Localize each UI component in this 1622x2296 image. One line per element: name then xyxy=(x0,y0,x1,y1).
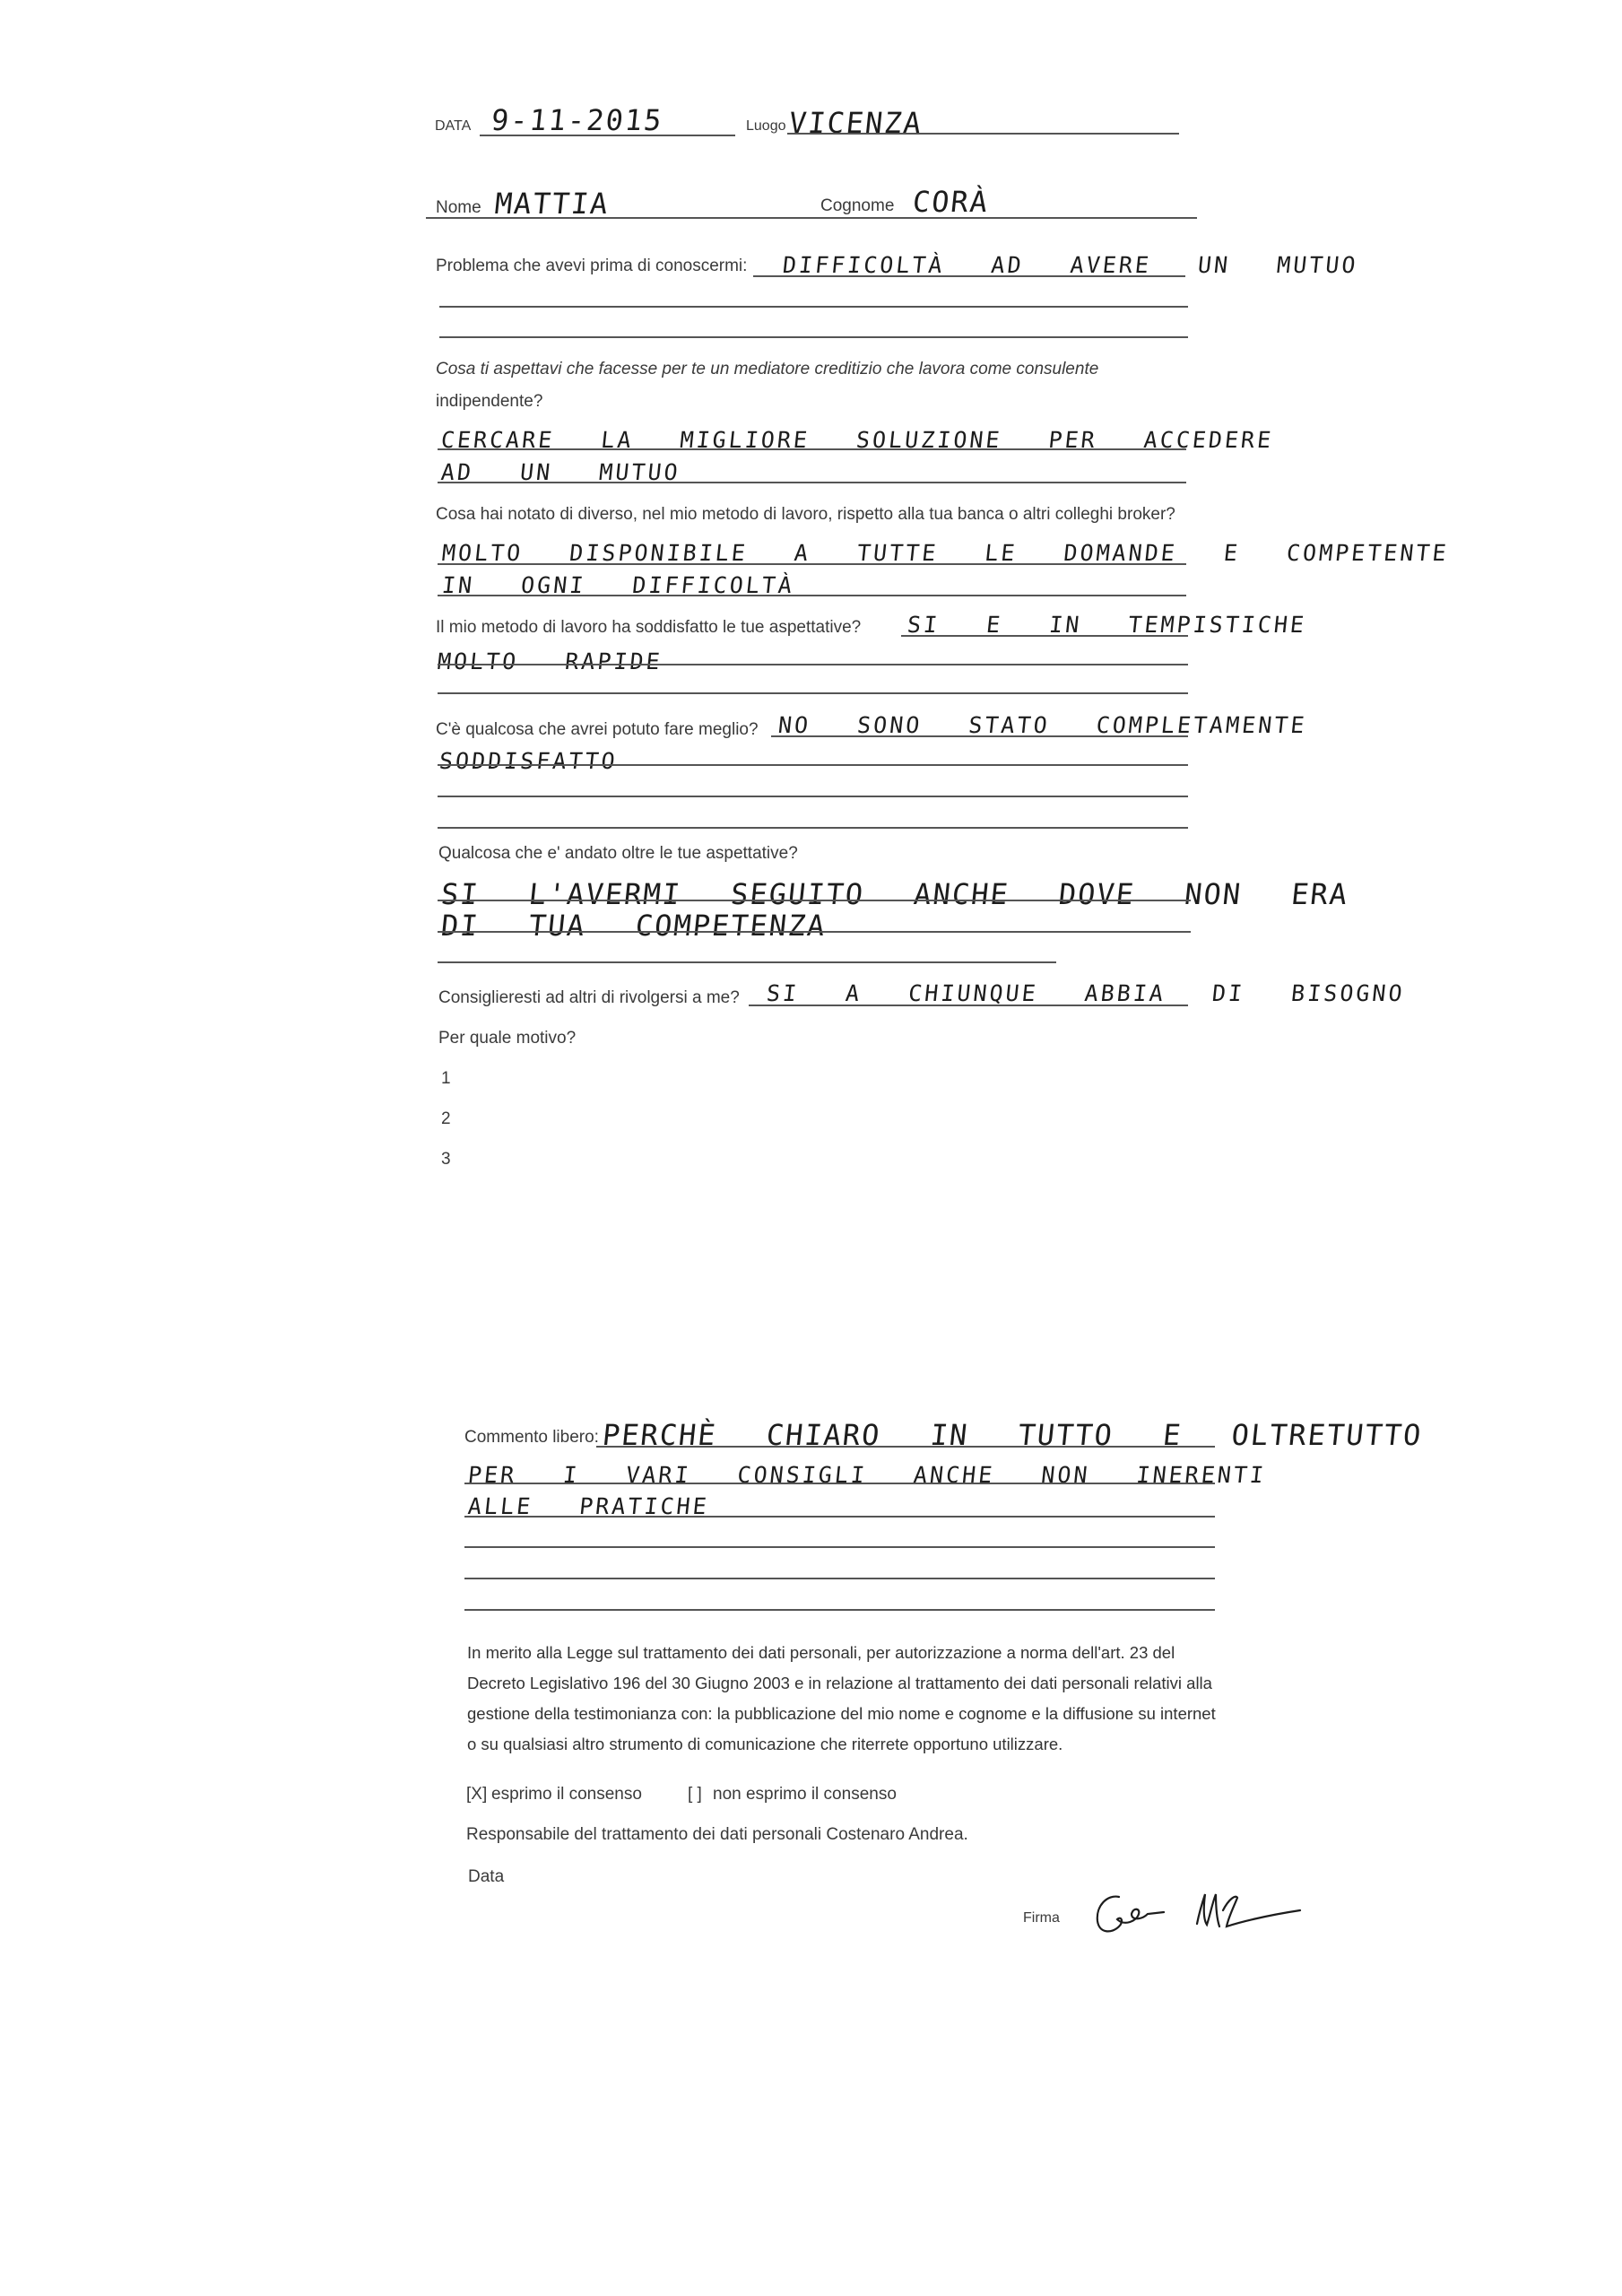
responsabile-text: Responsabile del trattamento dei dati personali Costenaro Andrea. xyxy=(466,1825,968,1844)
comment-line-2-text: PER I VARI CONSIGLI ANCHE NON INERENTI xyxy=(466,1462,1268,1488)
data-footer-label: Data xyxy=(468,1867,505,1886)
data-line xyxy=(480,135,735,136)
motivo-item-2: 2 xyxy=(441,1109,451,1128)
luogo-line xyxy=(787,133,1179,135)
motivo-label: Per quale motivo? xyxy=(438,1029,577,1048)
consent-yes-label: esprimo il consenso xyxy=(491,1785,642,1804)
q1-line-3 xyxy=(439,336,1188,338)
comment-line-3 xyxy=(464,1516,1215,1518)
q1-line-1 xyxy=(753,275,1185,277)
consent-no-checkbox[interactable]: [ ] xyxy=(688,1785,702,1804)
q2-answer-2: AD UN MUTUO xyxy=(439,459,682,485)
privacy-paragraph: In merito alla Legge sul trattamento dei dati personali, per autorizzazione a norma dell'art. 23 del Decreto Legislativo 196 del 30 Giugno 2003 e in relazione al trattamento dei dati personali relativi alla gestione della testimonianza con: la pubblicazione del mio nome e cognome e la diffusione su internet o su qualsiasi altro strumento di comunicazione che riterrete opportuno utilizzare. xyxy=(467,1643,1216,1753)
cognome-label: Cognome xyxy=(820,196,895,215)
data-value: 9-11-2015 xyxy=(490,103,665,137)
comment-line-1 xyxy=(596,1446,1215,1448)
comment-line-1-text: PERCHÈ CHIARO IN TUTTO E OLTRETUTTO xyxy=(601,1418,1425,1452)
q6-line-3 xyxy=(438,961,1056,963)
comment-label: Commento libero: xyxy=(464,1428,599,1447)
q2-label-2: indipendente? xyxy=(436,392,543,411)
signature xyxy=(1085,1874,1309,1946)
q4-line-3 xyxy=(438,692,1188,694)
q5-line-1 xyxy=(771,735,1188,737)
signature-stroke-2 xyxy=(1197,1894,1300,1926)
q1-answer-1: DIFFICOLTÀ AD AVERE UN MUTUO xyxy=(781,252,1359,278)
comment-line-5 xyxy=(464,1578,1215,1579)
comment-line-3-text: ALLE PRATICHE xyxy=(466,1493,711,1519)
luogo-label: Luogo xyxy=(746,118,786,134)
q1-label: Problema che avevi prima di conoscermi: xyxy=(436,257,748,275)
consent-no-label: non esprimo il consenso xyxy=(713,1785,897,1804)
motivo-item-1: 1 xyxy=(441,1069,451,1088)
q6-label: Qualcosa che e' andato oltre le tue aspettative? xyxy=(438,844,798,863)
cognome-value: CORÀ xyxy=(911,185,992,219)
q6-line-2 xyxy=(438,931,1191,933)
q6-answer-2: DI TUA COMPETENZA xyxy=(439,909,828,943)
comment-line-6 xyxy=(464,1609,1215,1611)
q3-answer-1: MOLTO DISPONIBILE A TUTTE LE DOMANDE E COMPETENTE xyxy=(440,540,1451,566)
q3-line-1 xyxy=(438,563,1186,565)
q3-answer-2: IN OGNI DIFFICOLTÀ xyxy=(440,572,796,598)
nome-cognome-line xyxy=(426,217,1197,219)
signature-stroke-1 xyxy=(1097,1897,1164,1932)
q7-label: Consiglieresti ad altri di rivolgersi a me? xyxy=(438,988,740,1007)
q4-label: Il mio metodo di lavoro ha soddisfatto le tue aspettative? xyxy=(436,618,862,637)
q1-line-2 xyxy=(439,306,1188,308)
nome-label: Nome xyxy=(436,198,481,217)
q4-line-2 xyxy=(438,664,1188,665)
q4-answer-1: SI E IN TEMPISTICHE xyxy=(906,612,1308,638)
q5-line-3 xyxy=(438,796,1188,797)
q4-answer-2: MOLTO RAPIDE xyxy=(436,648,664,674)
q5-line-2 xyxy=(438,764,1188,766)
q5-line-4 xyxy=(438,827,1188,829)
q6-answer-1: SI L'AVERMI SEGUITO ANCHE DOVE NON ERA xyxy=(439,877,1351,911)
q7-answer-1: SI A CHIUNQUE ABBIA DI BISOGNO xyxy=(765,980,1407,1006)
q2-line-2 xyxy=(438,482,1186,483)
q2-answer-1: CERCARE LA MIGLIORE SOLUZIONE PER ACCEDERE xyxy=(439,427,1275,453)
q5-answer-2: SODDISFATTO xyxy=(438,748,620,774)
motivo-item-3: 3 xyxy=(441,1150,451,1169)
comment-line-2 xyxy=(464,1483,1215,1484)
q2-line-1 xyxy=(438,448,1186,450)
q4-line-1 xyxy=(901,635,1188,637)
q5-label: C'è qualcosa che avrei potuto fare meglio? xyxy=(436,720,759,739)
luogo-value: VICENZA xyxy=(787,106,924,140)
q7-line-1 xyxy=(749,1004,1188,1006)
q5-answer-1: NO SONO STATO COMPLETAMENTE xyxy=(776,712,1308,738)
firma-label: Firma xyxy=(1023,1910,1060,1926)
consent-yes-checkbox[interactable]: [X] xyxy=(466,1785,488,1804)
q2-label-1: Cosa ti aspettavi che facesse per te un mediatore creditizio che lavora come consulente xyxy=(436,360,1099,378)
nome-value: MATTIA xyxy=(493,187,612,221)
q3-label: Cosa hai notato di diverso, nel mio metodo di lavoro, rispetto alla tua banca o altri colleghi broker? xyxy=(436,505,1175,524)
data-label: DATA xyxy=(435,118,472,134)
q3-line-2 xyxy=(438,595,1186,596)
q6-line-1 xyxy=(438,900,1191,901)
comment-line-4 xyxy=(464,1546,1215,1548)
